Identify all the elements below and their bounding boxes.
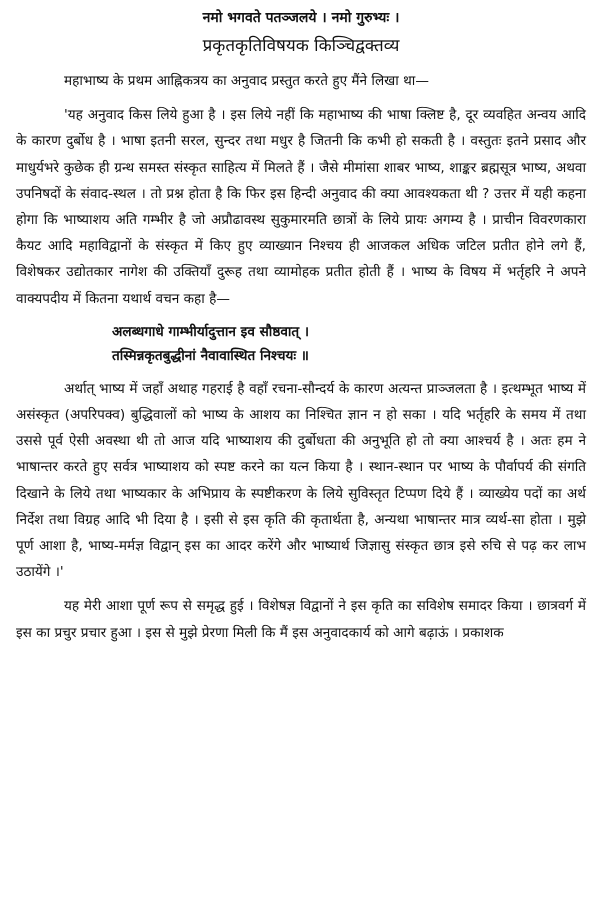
- invocation-line: नमो भगवते पतञ्जलये । नमो गुरुभ्यः ।: [202, 10, 400, 26]
- quoted-paragraph: 'यह अनुवाद किस लिये हुआ है । इस लिये नहीं कि महाभाष्य की भाषा क्लिष्ट है, दूर व्यवहित अन्वय आदि के कारण दुर्बोध है । भाषा इतनी सरल, सुन्दर तथा मधुर है जितनी कि कभी हो सकती है । वस्तुतः इतने प्रसाद और माधुर्यभरे कुछेक ही ग्रन्थ समस्त संस्कृत साहित्य में मिलते हैं । जैसे मीमांसा शाबर भाष्य, शाङ्कर ब्रह्मसूत्र भाष्य, अथवा उपनिषदों के संवाद-स्थल । तो प्रश्न होता है कि फिर इस हिन्दी अनुवाद की क्या आवश्यकता थी ? उत्तर में यही कहना होगा कि भाष्याशय अति गम्भीर है जो अप्रौढावस्थ सुकुमारमति छात्रों के लिये प्रायः अगम्य है । प्राचीन विवरणकारा कैयट आदि महाविद्वानों के संस्कृत में किए हुए व्याख्यान निश्चय ही आजकल अधिक जटिल प्रतीत होने लगे हैं, विशेषकर उद्योतकार नागेश की उक्तियाँ दुरूह तथा व्यामोहक प्रतीत होती हैं । भाष्य के विषय में भर्तृहरि ने अपने वाक्यपदीय में कितना यथार्थ वचन कहा है—: [16, 107, 586, 307]
- explanation-paragraph: अर्थात् भाष्य में जहाँ अथाह गहराई है वहाँ रचना-सौन्दर्य के कारण अत्यन्त प्राञ्जलता है । इत्थम्भूत भाष्य में असंस्कृत (अपरिपक्व) बुद्धिवालों को भाष्य के आशय का निश्चित ज्ञान न हो सका । यदि भर्तृहरि के समय में तथा उससे पूर्व ऐसी अवस्था थी तो आज यदि भाष्याशय की दुर्बोधता की अनुभूति हो तो क्या आश्चर्य है । अतः हम ने भाषान्तर करते हुए सर्वत्र भाष्याशय को स्पष्ट करने का यत्न किया है । स्थान-स्थान पर भाष्य के पौर्वापर्य की संगति दिखाने के लिये तथा भाष्यकार के अभिप्राय के स्पष्टीकरण के लिये सुविस्तृत टिप्पण दिये हैं । व्याख्येय पदों का अर्थ निर्देश तथा विग्रह आदि भी दिया है । इसी से इस कृति की कृतार्थता है, अन्यथा भाषान्तर मात्र व्यर्थ-सा होता । मुझे पूर्ण आशा है, भाष्य-मर्मज्ञ विद्वान् इस का आदर करेंगे और भाष्यार्थ जिज्ञासु संस्कृत छात्र इसे रुचि से पढ़ कर लाभ उठायेंगे ।': [16, 380, 586, 581]
- verse-block: [16, 320, 586, 368]
- verse-line-1: अलब्धगाधे गाम्भीर्यादुत्तान इव सौष्ठवात् ।: [112, 323, 310, 340]
- section-heading: प्रकृतकृतिविषयक किञ्चिद्वक्तव्य: [202, 36, 400, 56]
- verse-line-2: तस्मिन्नकृतबुद्धीनां नैवावास्थित निश्चयः ॥: [112, 347, 309, 364]
- intro-paragraph: महाभाष्य के प्रथम आह्निकत्रय का अनुवाद प्रस्तुत करते हुए मैंने लिखा था—: [64, 73, 429, 89]
- closing-paragraph: यह मेरी आशा पूर्ण रूप से समृद्ध हुई । विशेषज्ञ विद्वानों ने इस कृति का सविशेष समादर किया । छात्रवर्ग में इस का प्रचुर प्रचार हुआ । इस से मुझे प्रेरणा मिली कि मैं इस अनुवादकार्य को आगे बढ़ाऊं । प्रकाशक: [16, 598, 586, 641]
